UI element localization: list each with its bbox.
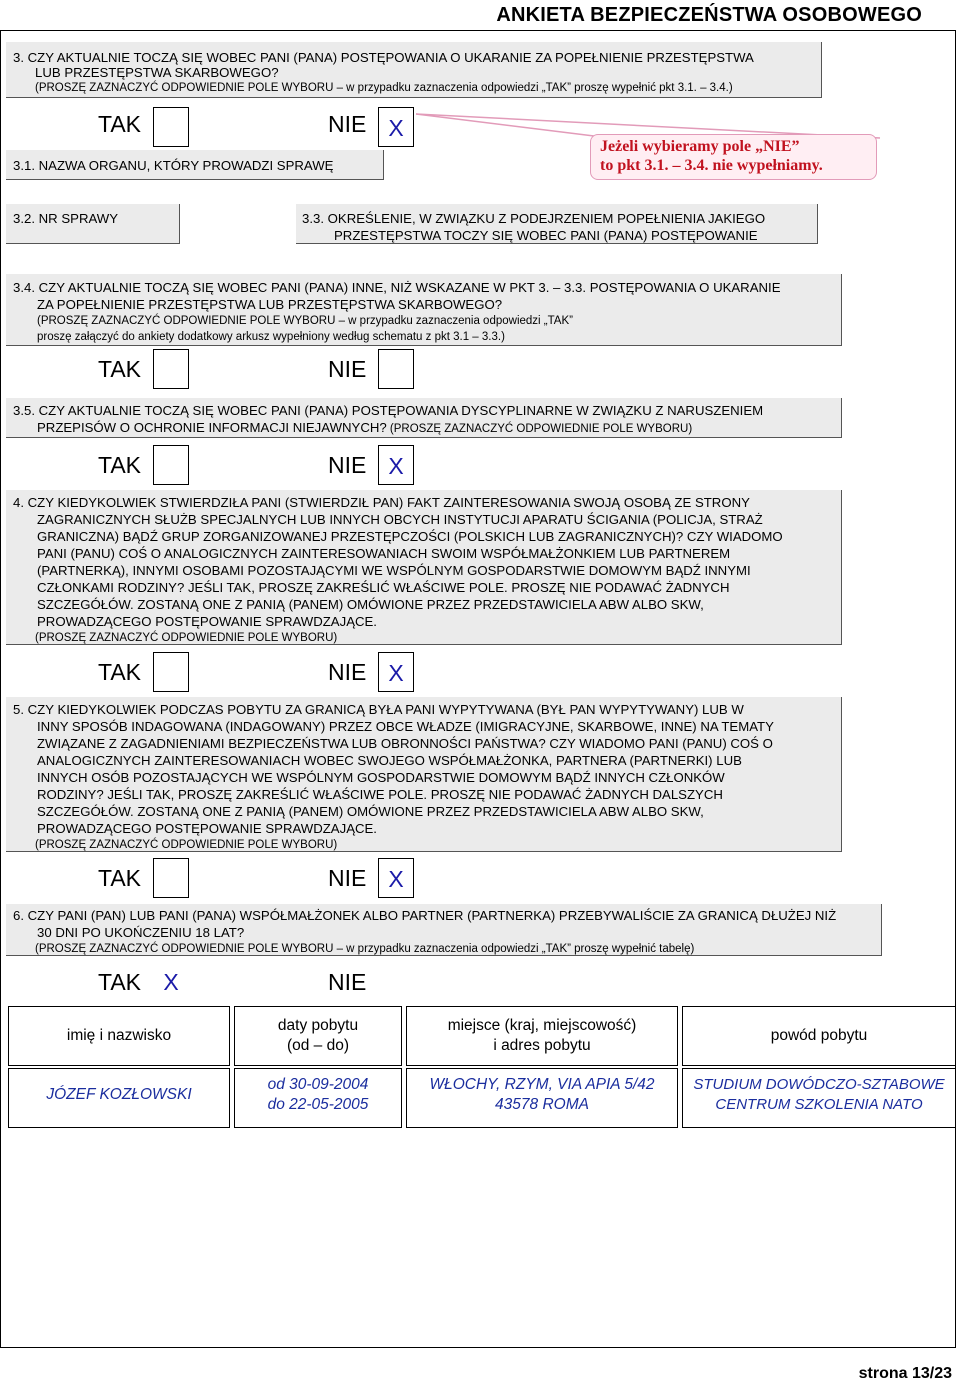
td-reason-2: CENTRUM SZKOLENIA NATO xyxy=(715,1096,923,1113)
q3-line1: 3. CZY AKTUALNIE TOCZĄ SIĘ WOBEC PANI (PANA) POSTĘPOWANIA O UKARANIE ZA POPEŁNIENIE PRZESTĘPSTWA xyxy=(13,50,754,65)
td-reason-1: STUDIUM DOWÓDCZO-SZTABOWE xyxy=(693,1076,945,1093)
q5-line5: INNYCH OSÓB POZOSTAJĄCYCH WE WSPÓLNYM GOSPODARSTWIE DOMOWYM BĄDŹ INNYCH CZŁONKÓW xyxy=(37,770,725,785)
th-dates-2: (od – do) xyxy=(286,1037,350,1054)
th-name: imię i nazwisko xyxy=(66,1027,172,1044)
q4-line3: GRANICZNA) BĄDŹ GRUP ZORGANIZOWANEJ PRZESTĘPCZOŚCI (POLSKICH LUB ZAGRANICZNYCH)? CZY WIADOMO xyxy=(37,529,783,544)
q4-line4: PANI (PANU) COŚ O ANALOGICZNYCH ZAINTERESOWANIACH SWOIM WSPÓŁMAŁŻONKIEM LUB PARTNEREM xyxy=(37,546,731,561)
q3-5-nie-label: NIE xyxy=(328,452,367,478)
q3-4-nie-checkbox[interactable] xyxy=(378,349,414,389)
q5-line8: PROWADZĄCEGO POSTĘPOWANIE SPRAWDZAJĄCE. xyxy=(37,821,377,836)
q3-4-line2: ZA POPEŁNIENIE PRZESTĘPSTWA LUB PRZESTĘPSTWA SKARBOWEGO? xyxy=(37,297,503,312)
q3-5-line2b: (PROSZĘ ZAZNACZYĆ ODPOWIEDNIE POLE WYBORU) xyxy=(386,423,693,435)
td-place-1: WŁOCHY, RZYM, VIA APIA 5/42 xyxy=(429,1076,655,1093)
q5-line6: RODZINY? JEŚLI TAK, PROSZĘ ZAKREŚLIĆ WŁAŚCIWE POLE. PROSZĘ NIE PODAWAĆ ŻADNYCH DALSZYCH xyxy=(37,787,723,802)
q5-tak-label: TAK xyxy=(98,865,142,891)
q3-line2: LUB PRZESTĘPSTWA SKARBOWEGO? xyxy=(35,65,279,80)
q3-4-tak-label: TAK xyxy=(98,356,142,382)
callout-line2: to pkt 3.1. – 3.4. nie wypełniamy. xyxy=(600,157,823,174)
page-number: strona 13/23 xyxy=(858,1365,952,1382)
q4-line2: ZAGRANICZNYCH SŁUŻB SPECJALNYCH LUB INNYCH OBCYCH INSTYTUCJI APARATU ŚCIGANIA (POLICJA, STRAŻ xyxy=(37,512,763,527)
q3-4-line4: proszę załączyć do ankiety dodatkowy arkusz wypełniony według schematu z pkt 3.1 – 3.3.) xyxy=(37,331,505,343)
th-dates-1: daty pobytu xyxy=(277,1017,359,1034)
q3-tak-checkbox[interactable] xyxy=(153,107,189,147)
q3-5-nie-checkbox[interactable]: X xyxy=(378,445,414,485)
q5-note: (PROSZĘ ZAZNACZYĆ ODPOWIEDNIE POLE WYBORU) xyxy=(35,839,338,851)
th-place-2: i adres pobytu xyxy=(493,1037,591,1054)
q4-nie-checkbox[interactable]: X xyxy=(378,652,414,692)
q4-line7: SZCZEGÓŁÓW. ZOSTANĄ ONE Z PANIĄ (PANEM) OMÓWIONE PRZEZ PRZEDSTAWICIELA ABW ALBO SKW, xyxy=(37,597,704,612)
q3-3-line2: PRZESTĘPSTWA TOCZY SIĘ WOBEC PANI (PANA) POSTĘPOWANIE xyxy=(334,228,758,243)
q3-4-tak-checkbox[interactable] xyxy=(153,349,189,389)
td-date-to: do 22-05-2005 xyxy=(267,1096,369,1113)
q3-1-label: 3.1. NAZWA ORGANU, KTÓRY PROWADZI SPRAWĘ xyxy=(13,158,334,173)
q3-nie-label: NIE xyxy=(328,111,367,137)
q5-line2: INNY SPOSÓB INDAGOWANA (INDAGOWANY) PRZEZ OBCE WŁADZE (IMIGRACYJNE, SKARBOWE, INNE) NA TEMATY xyxy=(37,719,774,734)
q6-tak-checkbox[interactable]: X xyxy=(163,969,179,995)
q3-4-nie-label: NIE xyxy=(328,356,367,382)
td-date-from: od 30-09-2004 xyxy=(267,1076,369,1093)
q5-line4: ANALOGICZNYCH ZAINTERESOWANIACH WOBEC SWOJEGO WSPÓŁMAŁŻONKA, PARTNERA (PARTNERKI) LUB xyxy=(37,753,742,768)
document-title: ANKIETA BEZPIECZEŃSTWA OSOBOWEGO xyxy=(496,4,922,26)
q3-5-tak-checkbox[interactable] xyxy=(153,445,189,485)
q6-line2: 30 DNI PO UKOŃCZENIU 18 LAT? xyxy=(37,925,245,940)
q5-line7: SZCZEGÓŁÓW. ZOSTANĄ ONE Z PANIĄ (PANEM) OMÓWIONE PRZEZ PRZEDSTAWICIELA ABW ALBO SKW, xyxy=(37,804,704,819)
q4-tak-checkbox[interactable] xyxy=(153,652,189,692)
q4-nie-label: NIE xyxy=(328,659,367,685)
callout-line1: Jeżeli wybieramy pole „NIE” xyxy=(600,138,800,155)
td-name: JÓZEF KOZŁOWSKI xyxy=(46,1086,192,1103)
q3-5-tak-label: TAK xyxy=(98,452,142,478)
q3-3-line1: 3.3. OKREŚLENIE, W ZWIĄZKU Z PODEJRZENIEM POPEŁNIENIA JAKIEGO xyxy=(302,211,766,226)
td-place-2: 43578 ROMA xyxy=(495,1096,589,1113)
th-place-1: miejsce (kraj, miejscowość) xyxy=(447,1017,637,1034)
th-reason: powód pobytu xyxy=(770,1027,868,1044)
q4-note: (PROSZĘ ZAZNACZYĆ ODPOWIEDNIE POLE WYBORU) xyxy=(35,632,338,644)
q6-line3: (PROSZĘ ZAZNACZYĆ ODPOWIEDNIE POLE WYBORU – w przypadku zaznaczenia odpowiedzi „TAK” proszę wypełnić tabelę) xyxy=(35,943,695,955)
q5-nie-label: NIE xyxy=(328,865,367,891)
q3-line3: (PROSZĘ ZAZNACZYĆ ODPOWIEDNIE POLE WYBORU – w przypadku zaznaczenia odpowiedzi „TAK” proszę wypełnić pkt 3.1. – 3.4.) xyxy=(35,82,733,94)
q6-line1: 6. CZY PANI (PAN) LUB PANI (PANA) WSPÓŁMAŁŻONEK ALBO PARTNER (PARTNERKA) PRZEBYWALIŚCIE ZA GRANICĄ DŁUŻEJ NIŻ xyxy=(13,908,837,923)
q3-5-line2a: PRZEPISÓW O OCHRONIE INFORMACJI NIEJAWNYCH? xyxy=(37,420,387,435)
q5-tak-checkbox[interactable] xyxy=(153,858,189,898)
q6-tak-label: TAK xyxy=(98,969,142,995)
q4-tak-label: TAK xyxy=(98,659,142,685)
q3-4-line3: (PROSZĘ ZAZNACZYĆ ODPOWIEDNIE POLE WYBORU – w przypadku zaznaczenia odpowiedzi „TAK” xyxy=(37,315,573,327)
q5-line3: ZWIĄZANE Z ZAGADNIENIAMI BEZPIECZEŃSTWA LUB OBRONNOŚCI PAŃSTWA? CZY WIADOMO PANI (PANU) COŚ O xyxy=(37,736,773,751)
q4-line5: (PARTNERKĄ), INNYMI OSOBAMI POZOSTAJĄCYMI WE WSPÓLNYM GOSPODARSTWIE DOMOWYM BĄDŹ INNYMI xyxy=(37,563,751,578)
q3-tak-label: TAK xyxy=(98,111,142,137)
q6-nie-checkbox[interactable] xyxy=(378,962,414,1002)
q3-nie-checkbox[interactable]: X xyxy=(378,107,414,147)
q4-line6: CZŁONKAMI RODZINY? JEŚLI TAK, PROSZĘ ZAKREŚLIĆ WŁAŚCIWE POLE. PROSZĘ NIE PODAWAĆ ŻADNYCH xyxy=(37,580,730,595)
q3-4-line1: 3.4. CZY AKTUALNIE TOCZĄ SIĘ WOBEC PANI (PANA) INNE, NIŻ WSKAZANE W PKT 3. – 3.3. POSTĘPOWANIA O UKARANIE xyxy=(13,280,781,295)
q4-line1: 4. CZY KIEDYKOLWIEK STWIERDZIŁA PANI (STWIERDZIŁ PAN) FAKT ZAINTERESOWANIA SWOJĄ OSOBĄ ZE STRONY xyxy=(13,495,750,510)
q3-2-label: 3.2. NR SPRAWY xyxy=(13,211,119,226)
q5-line1: 5. CZY KIEDYKOLWIEK PODCZAS POBYTU ZA GRANICĄ BYŁA PANI WYPYTYWANA (BYŁ PAN WYPYTYWANY) LUB W xyxy=(13,702,744,717)
q5-nie-checkbox[interactable]: X xyxy=(378,858,414,898)
q6-nie-label: NIE xyxy=(328,969,367,995)
q4-line8: PROWADZĄCEGO POSTĘPOWANIE SPRAWDZAJĄCE. xyxy=(37,614,377,629)
q3-5-line1: 3.5. CZY AKTUALNIE TOCZĄ SIĘ WOBEC PANI (PANA) POSTĘPOWANIA DYSCYPLINARNE W ZWIĄZKU Z NARUSZENIEM xyxy=(13,403,764,418)
